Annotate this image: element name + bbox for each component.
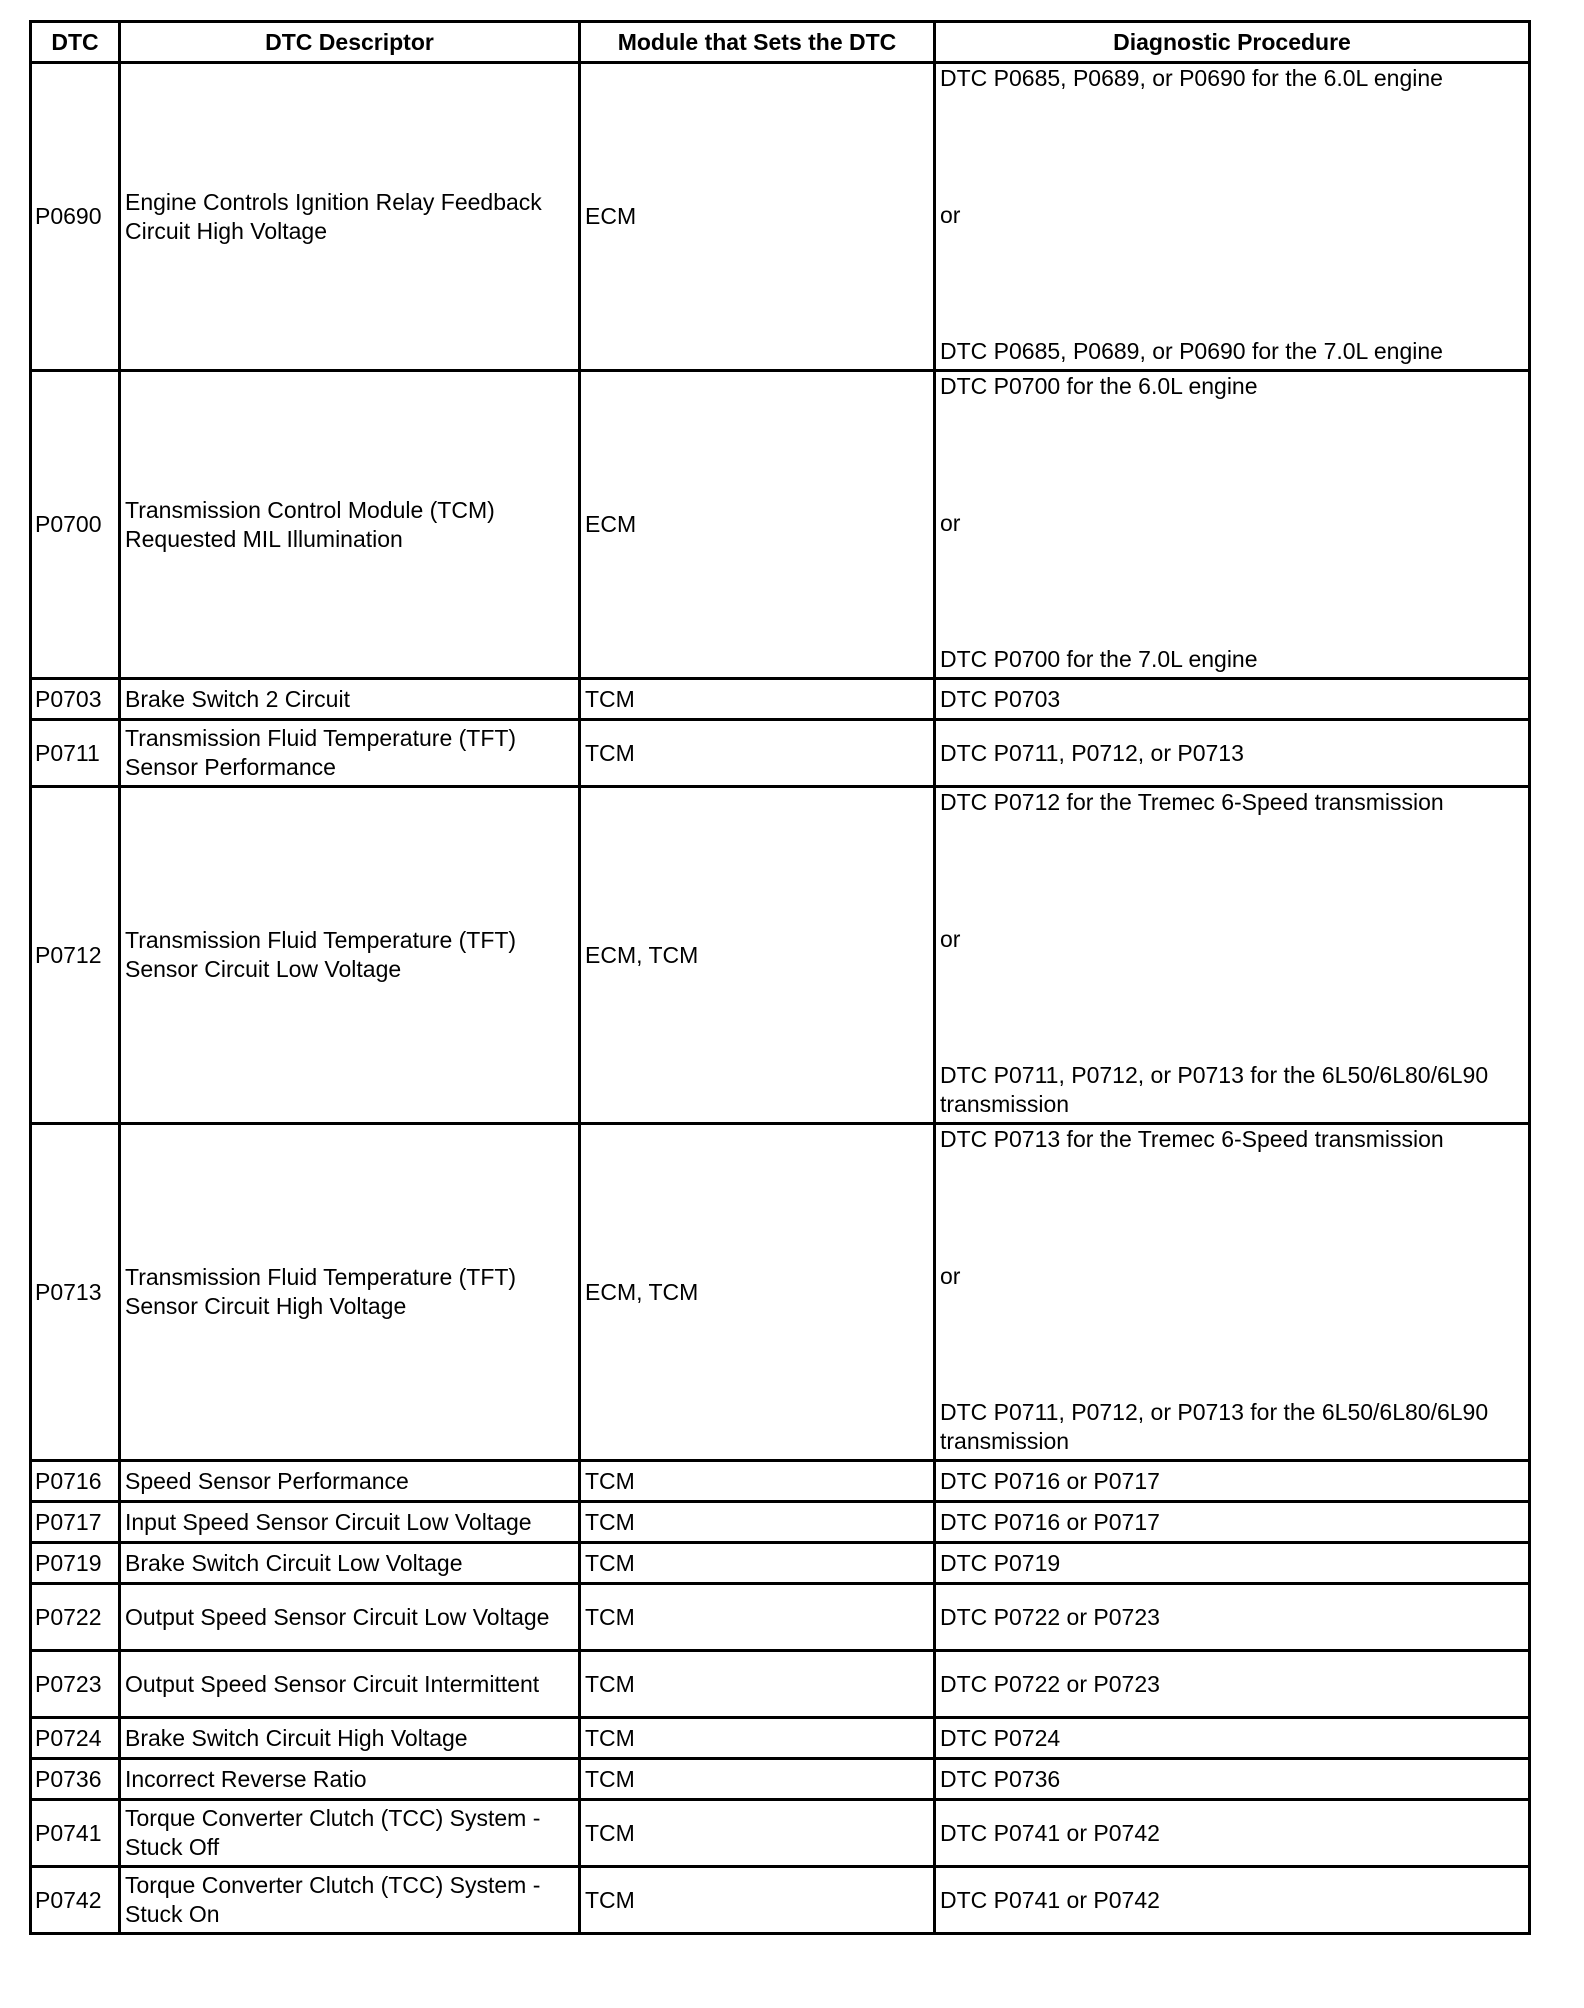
table-row xyxy=(31,679,1530,720)
module-cell: TCM xyxy=(580,1502,935,1543)
dtc-code-cell: P0722 xyxy=(31,1584,120,1651)
module-cell: TCM xyxy=(580,1651,935,1718)
header-procedure: Diagnostic Procedure xyxy=(935,22,1530,63)
procedure-line: DTC P0700 for the 6.0L engine xyxy=(940,373,1258,399)
procedure-lines xyxy=(940,1125,1524,1456)
procedure-line: DTC P0713 for the Tremec 6-Speed transmission xyxy=(940,1126,1444,1152)
table-row xyxy=(31,1543,1530,1584)
dtc-code-cell: P0723 xyxy=(31,1651,120,1718)
procedure-line: DTC P0711, P0712, or P0713 for the 6L50/6L80/6L90 transmission xyxy=(940,1062,1489,1117)
diagnostic-procedure-cell xyxy=(935,1867,1530,1934)
diagnostic-procedure-cell xyxy=(935,371,1530,679)
table-row xyxy=(31,1502,1530,1543)
dtc-descriptor-cell: Incorrect Reverse Ratio xyxy=(120,1759,580,1800)
procedure-line: DTC P0722 or P0723 xyxy=(940,1603,1160,1630)
module-cell: TCM xyxy=(580,1584,935,1651)
module-cell: TCM xyxy=(580,1759,935,1800)
dtc-descriptor-cell: Brake Switch 2 Circuit xyxy=(120,679,580,720)
module-cell: ECM xyxy=(580,63,935,371)
dtc-descriptor-cell: Speed Sensor Performance xyxy=(120,1461,580,1502)
dtc-descriptor-cell: Output Speed Sensor Circuit Low Voltage xyxy=(120,1584,580,1651)
table-row xyxy=(31,720,1530,787)
procedure-line: DTC P0700 for the 7.0L engine xyxy=(940,646,1258,672)
diagnostic-procedure-cell xyxy=(935,720,1530,787)
table-row xyxy=(31,1124,1530,1461)
procedure-lines xyxy=(940,372,1524,674)
header-dtc: DTC xyxy=(31,22,120,63)
procedure-lines xyxy=(940,64,1524,366)
procedure-line: DTC P0711, P0712, or P0713 for the 6L50/6L80/6L90 transmission xyxy=(940,1399,1489,1454)
procedure-line: DTC P0722 or P0723 xyxy=(940,1670,1160,1697)
dtc-code-cell: P0716 xyxy=(31,1461,120,1502)
dtc-descriptor-cell: Output Speed Sensor Circuit Intermittent xyxy=(120,1651,580,1718)
table-row xyxy=(31,1759,1530,1800)
dtc-code-cell: P0736 xyxy=(31,1759,120,1800)
module-cell: ECM xyxy=(580,371,935,679)
dtc-code-cell: P0690 xyxy=(31,63,120,371)
diagnostic-procedure-cell xyxy=(935,1543,1530,1584)
header-descriptor: DTC Descriptor xyxy=(120,22,580,63)
dtc-table xyxy=(29,20,1531,1935)
diagnostic-procedure-cell xyxy=(935,1124,1530,1461)
table-row xyxy=(31,1584,1530,1651)
procedure-line: DTC P0685, P0689, or P0690 for the 6.0L engine xyxy=(940,65,1443,91)
table-row xyxy=(31,1867,1530,1934)
procedure-line: DTC P0716 or P0717 xyxy=(940,1467,1160,1494)
procedure-line: DTC P0719 xyxy=(940,1549,1061,1576)
table-body xyxy=(31,63,1530,1934)
dtc-descriptor-cell: Brake Switch Circuit High Voltage xyxy=(120,1718,580,1759)
procedure-line: DTC P0703 xyxy=(940,685,1061,712)
procedure-line: or xyxy=(940,201,961,228)
dtc-descriptor-cell: Transmission Fluid Temperature (TFT) Sensor Circuit Low Voltage xyxy=(120,787,580,1124)
table-row xyxy=(31,1651,1530,1718)
diagnostic-procedure-cell xyxy=(935,63,1530,371)
dtc-code-cell: P0711 xyxy=(31,720,120,787)
dtc-descriptor-cell: Transmission Fluid Temperature (TFT) Sensor Circuit High Voltage xyxy=(120,1124,580,1461)
table-row xyxy=(31,1461,1530,1502)
procedure-line: DTC P0711, P0712, or P0713 xyxy=(940,739,1244,766)
procedure-line: or xyxy=(940,509,961,536)
dtc-code-cell: P0724 xyxy=(31,1718,120,1759)
dtc-descriptor-cell: Transmission Control Module (TCM) Requested MIL Illumination xyxy=(120,371,580,679)
dtc-descriptor-cell: Torque Converter Clutch (TCC) System - Stuck On xyxy=(120,1867,580,1934)
dtc-descriptor-cell: Input Speed Sensor Circuit Low Voltage xyxy=(120,1502,580,1543)
table-row xyxy=(31,787,1530,1124)
diagnostic-procedure-cell xyxy=(935,1759,1530,1800)
table-row xyxy=(31,1718,1530,1759)
diagnostic-procedure-cell xyxy=(935,1584,1530,1651)
procedure-line: DTC P0716 or P0717 xyxy=(940,1508,1160,1535)
diagnostic-procedure-cell xyxy=(935,1800,1530,1867)
diagnostic-procedure-cell xyxy=(935,1502,1530,1543)
procedure-lines xyxy=(940,788,1524,1119)
procedure-line: or xyxy=(940,1262,961,1289)
diagnostic-procedure-cell xyxy=(935,1718,1530,1759)
module-cell: TCM xyxy=(580,720,935,787)
dtc-code-cell: P0703 xyxy=(31,679,120,720)
module-cell: ECM, TCM xyxy=(580,1124,935,1461)
dtc-descriptor-cell: Torque Converter Clutch (TCC) System - Stuck Off xyxy=(120,1800,580,1867)
diagnostic-procedure-cell xyxy=(935,679,1530,720)
dtc-code-cell: P0717 xyxy=(31,1502,120,1543)
table-row xyxy=(31,371,1530,679)
procedure-line: DTC P0741 or P0742 xyxy=(940,1886,1160,1913)
module-cell: TCM xyxy=(580,679,935,720)
table-row xyxy=(31,1800,1530,1867)
module-cell: TCM xyxy=(580,1800,935,1867)
procedure-line: DTC P0712 for the Tremec 6-Speed transmission xyxy=(940,789,1444,815)
dtc-descriptor-cell: Brake Switch Circuit Low Voltage xyxy=(120,1543,580,1584)
table-header-row xyxy=(31,22,1530,63)
diagnostic-procedure-cell xyxy=(935,1461,1530,1502)
dtc-code-cell: P0742 xyxy=(31,1867,120,1934)
dtc-descriptor-cell: Transmission Fluid Temperature (TFT) Sensor Performance xyxy=(120,720,580,787)
dtc-code-cell: P0741 xyxy=(31,1800,120,1867)
module-cell: ECM, TCM xyxy=(580,787,935,1124)
table-row xyxy=(31,63,1530,371)
dtc-descriptor-cell: Engine Controls Ignition Relay Feedback Circuit High Voltage xyxy=(120,63,580,371)
module-cell: TCM xyxy=(580,1867,935,1934)
dtc-code-cell: P0719 xyxy=(31,1543,120,1584)
module-cell: TCM xyxy=(580,1718,935,1759)
header-module: Module that Sets the DTC xyxy=(580,22,935,63)
diagnostic-procedure-cell xyxy=(935,1651,1530,1718)
module-cell: TCM xyxy=(580,1461,935,1502)
procedure-line: DTC P0685, P0689, or P0690 for the 7.0L engine xyxy=(940,338,1443,364)
procedure-line: DTC P0736 xyxy=(940,1765,1061,1792)
module-cell: TCM xyxy=(580,1543,935,1584)
procedure-line: DTC P0741 or P0742 xyxy=(940,1819,1160,1846)
procedure-line: DTC P0724 xyxy=(940,1724,1061,1751)
procedure-line: or xyxy=(940,925,961,952)
dtc-code-cell: P0700 xyxy=(31,371,120,679)
dtc-code-cell: P0712 xyxy=(31,787,120,1124)
dtc-code-cell: P0713 xyxy=(31,1124,120,1461)
diagnostic-procedure-cell xyxy=(935,787,1530,1124)
